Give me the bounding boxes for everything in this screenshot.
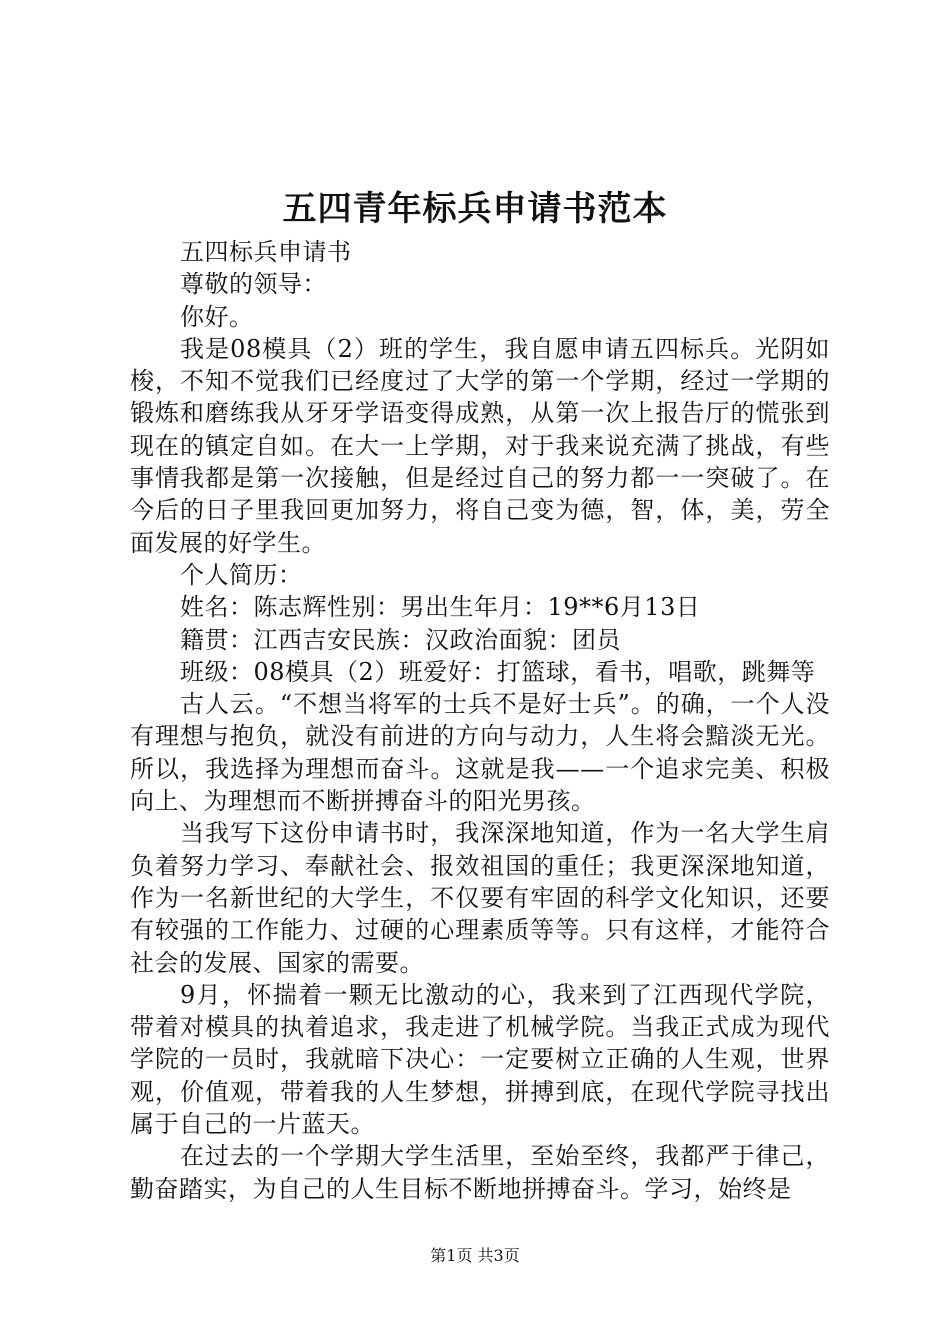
page-footer: 第1页 共3页 — [430, 1246, 520, 1265]
paragraph-arrival: 9月，怀揣着一颗无比激动的心，我来到了江西现代学院，带着对模具的执着追求，我走进了机械学院。当我正式成为现代学院的一员时，我就暗下决心：一定要树立正确的人生观，世界观，价值观，带着我的人生梦想，拼搏到底，在现代学院寻找出属于自己的一片蓝天。 — [130, 980, 830, 1139]
paragraph-salutation: 尊敬的领导： — [180, 270, 327, 299]
document-body — [130, 236, 830, 1205]
paragraph-resume-class: 班级：08模具（2）班爱好：打篮球，看书，唱歌，跳舞等 — [180, 657, 816, 686]
paragraph-intro: 我是08模具（2）班的学生，我自愿申请五四标兵。光阴如梭，不知不觉我们已经度过了大学的第一个学期，经过一学期的锻炼和磨练我从牙牙学语变得成熟，从第一次上报告厅的慌张到现在的镇定自如。在大一上学期，对于我来说充满了挑战，有些事情我都是第一次接触，但是经过自己的努力都一一突破了。在今后的日子里我回更加努力，将自己变为德，智，体，美，劳全面发展的好学生。 — [130, 334, 830, 557]
paragraph-responsibility: 当我写下这份申请书时，我深深地知道，作为一名大学生肩负着努力学习、奉献社会、报效祖国的重任；我更深深地知道，作为一名新世纪的大学生，不仅要有牢固的科学文化知识，还要有较强的工作能力、过硬的心理素质等等。只有这样，才能符合社会的发展、国家的需要。 — [130, 819, 830, 977]
paragraph-resume-heading: 个人简历： — [180, 560, 303, 589]
document-title: 五四青年标兵申请书范本 — [282, 189, 668, 229]
paragraph-resume-name: 姓名：陈志辉性别：男出生年月：19**6月13日 — [180, 593, 701, 622]
paragraph-heading: 五四标兵申请书 — [180, 238, 352, 266]
paragraph-greeting: 你好。 — [180, 302, 254, 331]
paragraph-resume-origin: 籍贯：江西吉安民族：汉政治面貌：团员 — [180, 625, 621, 654]
paragraph-semester: 在过去的一个学期大学生活里，至始至终，我都严于律己，勤奋踏实，为自己的人生目标不断地拼搏奋斗。学习，始终是 — [130, 1142, 830, 1203]
paragraph-ideal: 古人云。“不想当将军的士兵不是好士兵”。的确，一个人没有理想与抱负，就没有前进的方向与动力，人生将会黯淡无光。所以，我选择为理想而奋斗。这就是我——一个追求完美、积极向上、为理想而不断拼搏奋斗的阳光男孩。 — [130, 690, 830, 816]
